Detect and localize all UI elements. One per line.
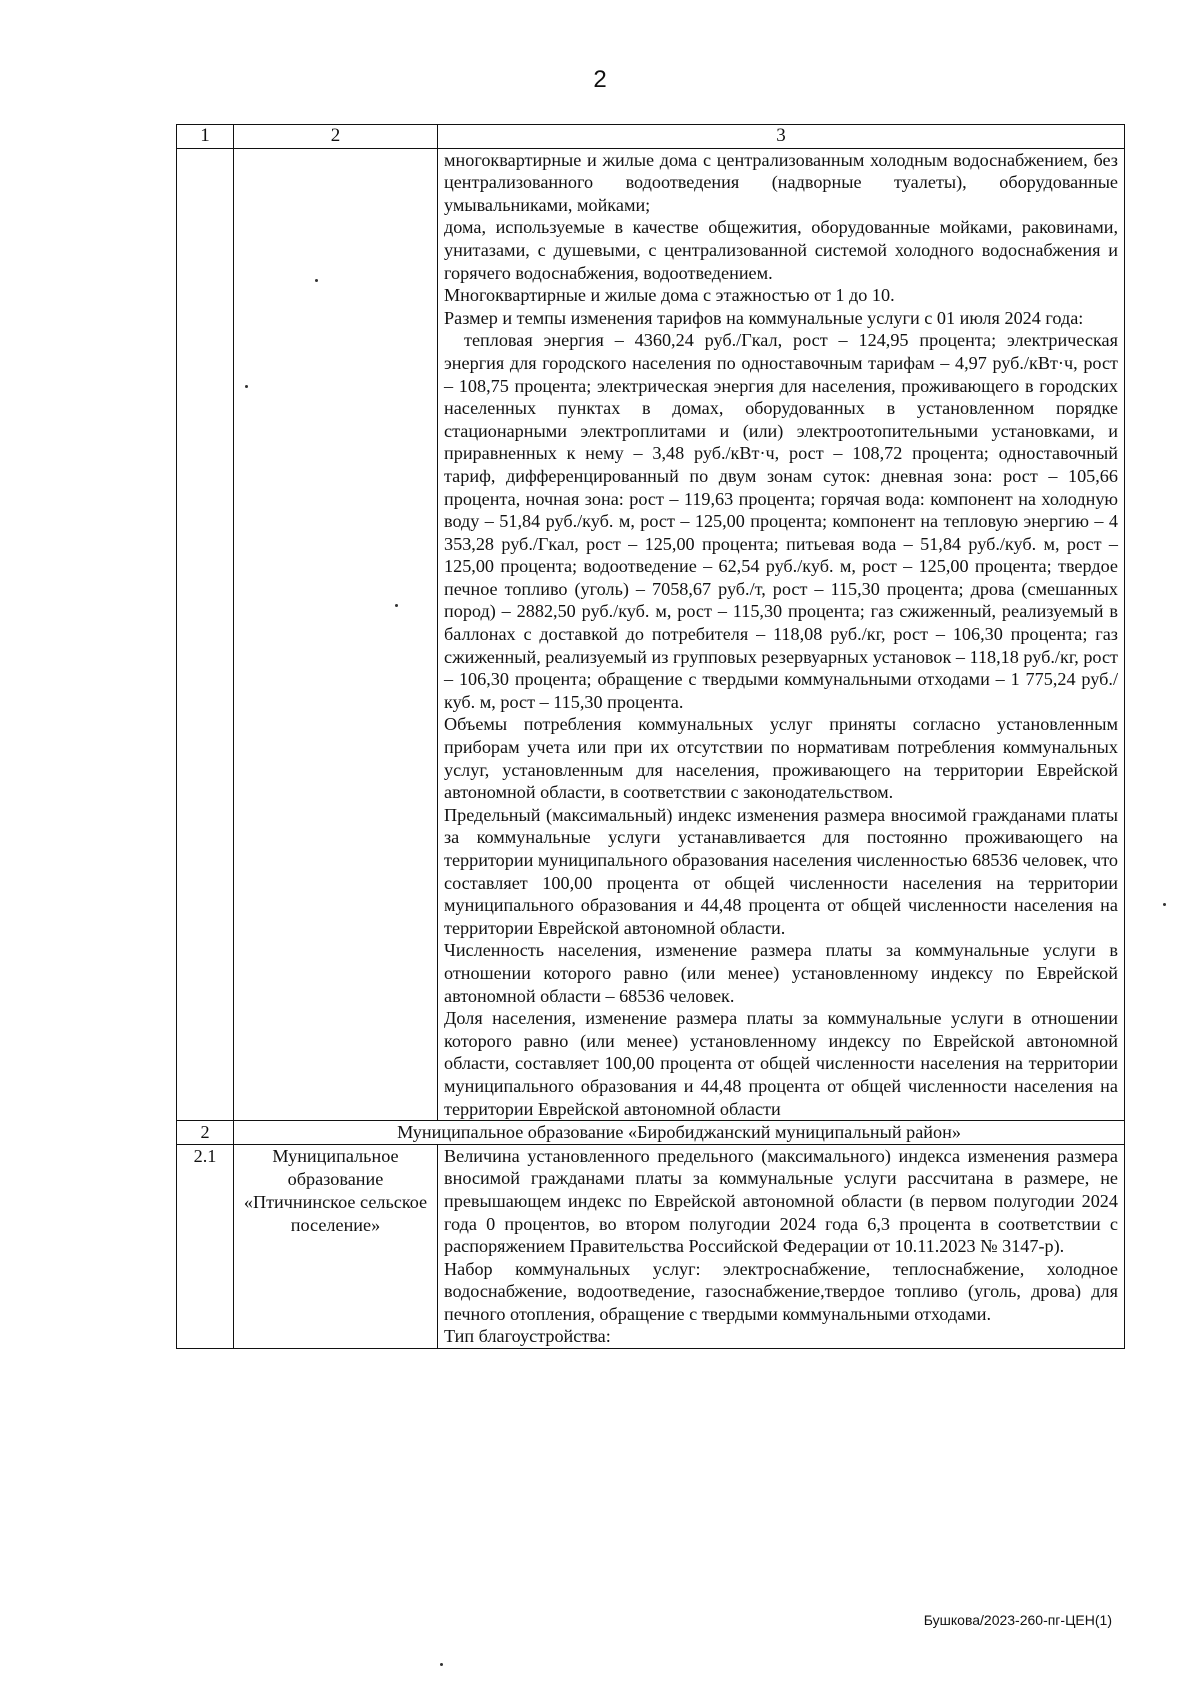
table-row [177, 148, 1125, 1121]
paragraph: дома, используемые в качестве общежития, оборудованные мойками, раковинами, унитазами, с душевыми, с централизованной системой холодного водоснабжения и горячего водоснабжения, водоотведением. [444, 217, 1118, 283]
header-col-1: 1 [177, 125, 234, 149]
scan-speck [245, 385, 248, 388]
paragraph: Объемы потребления коммунальных услуг приняты согласно установленным приборам учета или при их отсутствии по нормативам потребления коммунальных услуг, установленным для населения, проживающего на территории Еврейской автономной области, в соответствии с законодательством. [444, 714, 1118, 803]
municipality-name: Муниципальное образование «Птичнинское сельское поселение» [234, 1144, 438, 1348]
page-number: 2 [593, 66, 607, 93]
scan-speck [315, 279, 318, 282]
municipality-name [234, 148, 438, 1121]
section-number: 2 [177, 1121, 234, 1145]
scan-speck [1163, 903, 1166, 906]
tariff-paragraph: тепловая энергия – 4360,24 руб./Гкал, рост – 124,95 процента; электрическая энергия для городского населения по одноставочным тарифам – 4,97 руб./кВт·ч, рост – 108,75 процента; электрическая энергия для населения, проживающего в городских населенных пунктах в домах, оборудованных в установленном порядке стационарными электроплитами и (или) электроотопительными установками, и приравненных к нему – 3,48 руб./кВт·ч, рост – 108,72 процента; одноставочный тариф, дифференцированный по двум зонам суток: дневная зона: рост – 105,66 процента, ночная зона: рост – 119,63 процента; горячая вода: компонент на холодную воду – 51,84 руб./куб. м, рост – 125,00 процента; компонент на тепловую энергию – 4 353,28 руб./Гкал, рост – 125,00 процента; питьевая вода – 51,84 руб./куб. м, рост – 125,00 процента; водоотведение – 62,54 руб./куб. м, рост – 125,00 процента; твердое печное топливо (уголь) – 7058,67 руб./т, рост – 115,30 процента; дрова (смешанных пород) – 2882,50 руб./куб. м, рост – 115,30 процента; газ сжиженный, реализуемый в баллонах с доставкой до потребителя – 118,08 руб./кг, рост – 106,30 процента; газ сжиженный, реализуемый из групповых резервуарных установок – 118,18 руб./кг, рост – 106,30 процента; обращение с твердыми коммунальными отходами – 1 775,24 руб./куб. м, рост – 115,30 процента. [444, 330, 1118, 712]
document-code: Бушкова/2023-260-пг-ЦЕН(1) [923, 1612, 1112, 1628]
row-number [177, 148, 234, 1121]
tariff-table [176, 124, 1125, 1349]
row-description [438, 148, 1125, 1121]
row-number: 2.1 [177, 1144, 234, 1348]
paragraph: Набор коммунальных услуг: электроснабжение, теплоснабжение, холодное водоснабжение, водоотведение, газоснабжение,твердое топливо (уголь, дрова) для печного отопления, обращение с твердыми коммунальными отходами. [444, 1258, 1118, 1324]
paragraph: Предельный (максимальный) индекс изменения размера вносимой гражданами платы за коммунальные услуги устанавливается для постоянно проживающего на территории муниципального образования населения численностью 68536 человек, что составляет 100,00 процента от общей численности населения на территории муниципального образования и 44,48 процента от общей численности населения на территории Еврейской автономной области. [444, 804, 1118, 938]
table-row [177, 1144, 1125, 1348]
row-description [438, 1144, 1125, 1348]
paragraph: Многоквартирные и жилые дома с этажностью от 1 до 10. [444, 285, 895, 306]
header-col-3: 3 [438, 125, 1125, 149]
paragraph: Численность населения, изменение размера платы за коммунальные услуги в отношении которого равно (или менее) установленному индексу по Еврейской автономной области – 68536 человек. [444, 940, 1118, 1006]
paragraph: Тип благоустройства: [444, 1326, 611, 1347]
paragraph: многоквартирные и жилые дома с централизованным холодным водоснабжением, без централизованного водоотведения (надворные туалеты), оборудованные умывальниками, мойками; [444, 149, 1118, 215]
table-header-row [177, 125, 1125, 149]
header-col-2: 2 [234, 125, 438, 149]
section-row [177, 1121, 1125, 1145]
scan-speck [395, 604, 398, 607]
paragraph: Величина установленного предельного (максимального) индекса изменения размера вносимой гражданами платы за коммунальные услуги рассчитана в размере, не превышающем индекс по Еврейской автономной области (в первом полугодии 2024 года 0 процентов, во втором полугодии 2024 года 6,3 процента в соответствии с распоряжением Правительства Российской Федерации от 10.11.2023 № 3147-р). [444, 1145, 1118, 1257]
paragraph: Доля населения, изменение размера платы за коммунальные услуги в отношении которого равно (или менее) установленному индексу по Еврейской автономной области, составляет 100,00 процента от общей численности населения на территории муниципального образования и 44,48 процента от общей численности населения на территории Еврейской автономной области [444, 1008, 1118, 1119]
paragraph: Размер и темпы изменения тарифов на коммунальные услуги с 01 июля 2024 года: [444, 307, 1084, 328]
scan-speck [440, 1663, 443, 1666]
section-title: Муниципальное образование «Биробиджанский муниципальный район» [234, 1121, 1125, 1145]
